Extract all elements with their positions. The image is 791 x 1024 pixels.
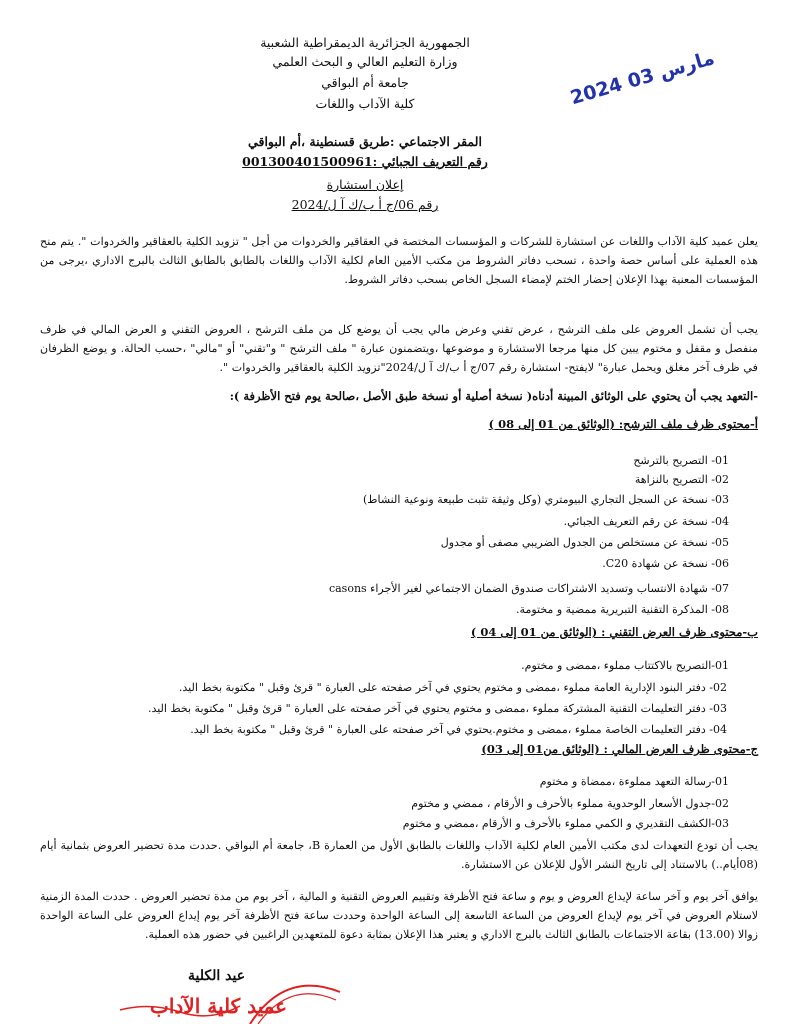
section-c-item: 01-رسالة التعهد مملوءة ،ممضاة و مختوم xyxy=(539,775,729,788)
section-a-item: 05- نسخة عن مستخلص من الجدول الضريبي مصفى أو مجدول xyxy=(440,536,729,549)
seal-text: عميد كلية الآداب xyxy=(150,994,288,1018)
section-b-title: ب-محتوى ظرف العرض التقني : (الوثائق من 01 إلى 04 ) xyxy=(470,625,758,639)
section-a-item: 04- نسخة عن رقم التعريف الجبائي. xyxy=(563,515,729,528)
headquarters-address: المقر الاجتماعي :طريق قسنطينة ،أم البواقي xyxy=(248,134,482,149)
closing-paragraph-1: يجب أن تودع التعهدات لدى مكتب الأمين العام لكلية الآداب واللغات بالطابق الأول من العمارة B، جامعة أم البواقي .حددت مدة تحضير العروض بثمانية أيام (08أيام..) بالاستناد إلى تاريخ النشر الأول للإعلان عن الاستشارة. xyxy=(40,839,758,871)
notice-number: رقم 06/ج أ ب/ك آ ل/2024 xyxy=(291,197,439,212)
university-name: جامعة أم البواقي xyxy=(321,75,409,90)
section-a-item: 03- نسخة عن السجل التجاري البيومتري (وكل وثيقة تثبت طبيعة ونوعية النشاط) xyxy=(363,493,729,506)
commitment-statement: -التعهد يجب أن يحتوي على الوثائق المبينة أدناه( نسخة أصلية أو نسخة طبق الأصل ،صالحة يوم فتح الأظرفة ): xyxy=(229,389,758,403)
intro-paragraph-1: يعلن عميد كلية الآداب واللغات عن استشارة للشركات و المؤسسات المختصة في العقاقير والخردوات من أجل " تزويد الكلية بالعقاقير والخردوات ". يتم منح هذه العملية على أساس حصة واحدة ، تسحب دفاتر الشروط من مكتب الأمين العام لكلية الآداب واللغات بالطابق بالطابق الثالث بالبرج الاداري ،يرجى من المؤسسات المعنية بهذا الإعلان إحضار الختم لإمضاء السجل الخاص بسحب دفاتر الشروط. xyxy=(40,235,758,286)
section-b-item: 03- دفتر التعليمات التقنية المشتركة مملوء ،ممضى و مختوم يحتوي في آخر صفحته على العبارة " قرئ وقبل " مكتوبة بخط اليد. xyxy=(147,702,727,715)
section-a-item: 06- نسخة عن شهادة C20. xyxy=(602,557,729,570)
section-b-item: 01-التصريح بالاكتتاب مملوء ،ممضى و مختوم. xyxy=(521,659,729,672)
section-c-item: 03-الكشف التقديري و الكمي مملوء بالأحرف و الأرقام ،ممضي و مختوم xyxy=(402,817,729,830)
section-a-item: 08- المذكرة التقنية التبريرية ممضية و مختومة. xyxy=(516,603,729,616)
republic-name: الجمهورية الجزائرية الديمقراطية الشعبية xyxy=(260,35,470,50)
faculty-name: كلية الآداب واللغات xyxy=(315,96,415,111)
intro-paragraph-2: يجب أن تشمل العروض على ملف الترشح ، عرض تقني وعرض مالي يجب أن يوضع كل من ملف الترشح ، العروض التقني و العرض المالي في ظرف منفصل و مقفل و مختوم يبين كل منها مرجعا الاستشارة و موضوعها ،ويتضمنون عبارة " ملف الترشح " و"تقني" أو "مالي" ،حسب الحالة. و يوضع الظرفان في ظرف آخر مغلق ويحمل عبارة" لايفتح- استشارة رقم 07/ج أ ب/ك آ ل/2024"تزويد الكلية بالعقاقير والخردوات ". xyxy=(40,323,758,374)
section-c-item: 02-جدول الأسعار الوحدوية مملوء بالأحرف و الأرقام ، ممضي و مختوم xyxy=(411,797,729,810)
ministry-name: وزارة التعليم العالي و البحث العلمي xyxy=(272,54,458,69)
section-a-item: 07- شهادة الانتساب وتسديد الاشتراكات صندوق الضمان الاجتماعي لغير الأجراء casons xyxy=(328,582,729,595)
section-a-item: 02- التصريح بالنزاهة xyxy=(634,473,729,486)
closing-paragraph-2: يوافق آخر يوم و آخر ساعة لإيداع العروض و يوم و ساعة فتح الأظرفة وتقييم العروض التقنية و المالية ، آخر يوم من مدة تحضير العروض . حددت المدة الزمنية لاستلام العروض في آخر يوم لإيداع العروض من الساعة التاسعة إلى الساعة الواحدة وحددت ساعة فتح الأظرفة آخر يوم إيداع العروض على الساعة الواحدة زوالا (13.00) بقاعة الاجتماعات بالطابق الثالث بالبرج الاداري و يعتبر هذا الإعلان بمثابة دعوة للمتعهدين الراغبين في حضور هذه العملية. xyxy=(40,890,758,941)
section-c-title: ج-محتوى ظرف العرض المالي : (الوثائق من01 إلى 03) xyxy=(481,742,758,756)
section-b-item: 02- دفتر البنود الإدارية العامة مملوء ،ممضى و مختوم يحتوي في آخر صفحته على العبارة " قرئ وقبل " مكتوبة بخط اليد. xyxy=(178,681,727,694)
section-a-title: أ-محتوى ظرف ملف الترشح: (الوثائق من 01 إلى 08 ) xyxy=(488,417,758,431)
section-b-item: 04- دفتر التعليمات الخاصة مملوء ،ممضى و مختوم.يحتوي في آخر صفحته على العبارة " قرئ وقبل " مكتوبة بخط اليد. xyxy=(190,723,727,736)
section-a-item: 01- التصريح بالترشح xyxy=(633,454,729,467)
dean-signature-label: عيد الكلية xyxy=(188,968,246,984)
notice-title: إعلان استشارة xyxy=(326,177,404,192)
tax-id: رقم التعريف الجبائي :001300401500961 xyxy=(242,154,488,169)
date-stamp: 2024 مارس 03 xyxy=(568,47,717,110)
